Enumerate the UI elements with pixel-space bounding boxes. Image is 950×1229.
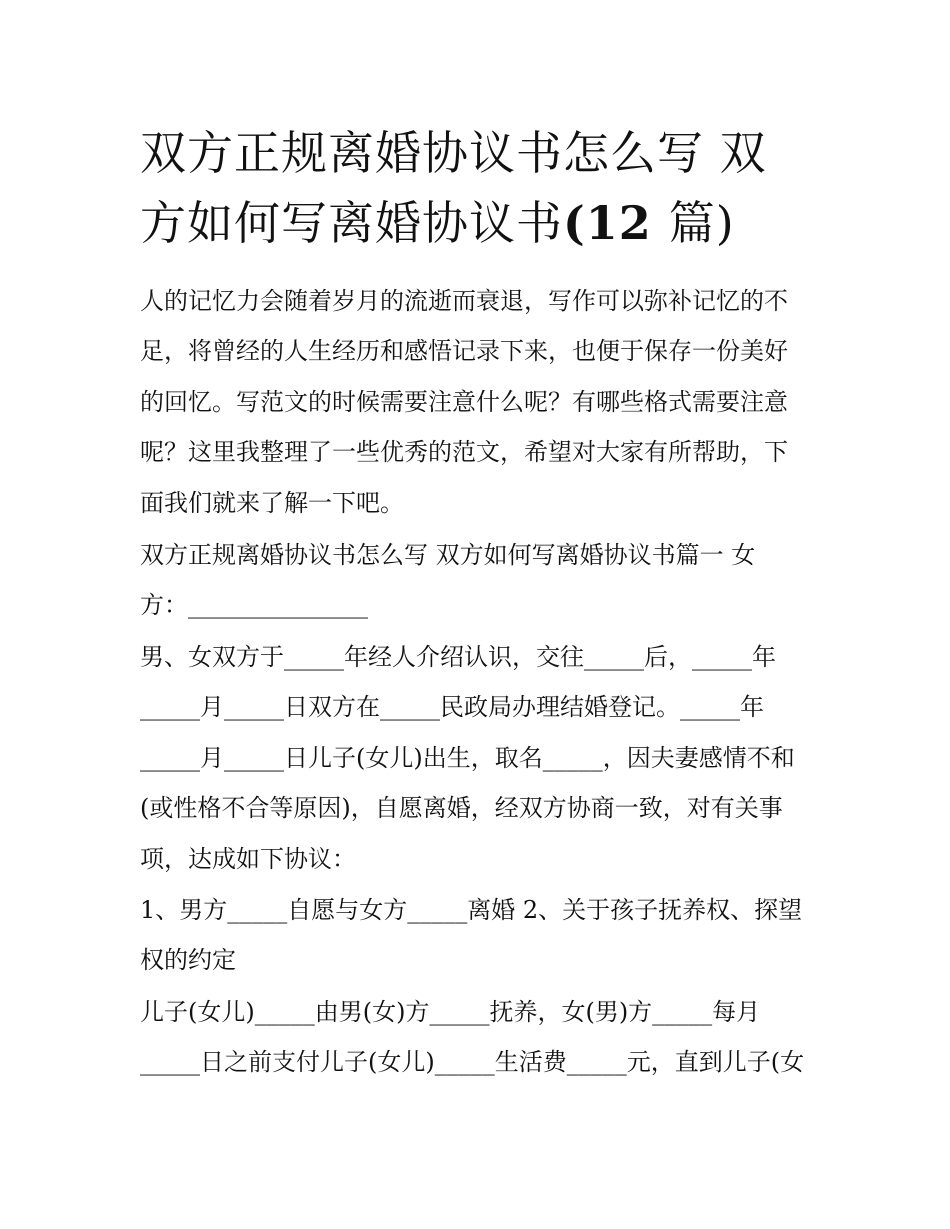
body-line: 权的约定	[140, 946, 236, 974]
body-line: 呢？这里我整理了一些优秀的范文，希望对大家有所帮助，下	[140, 438, 788, 466]
body-line: (或性格不合等原因)，自愿离婚，经双方协商一致，对有关事	[140, 794, 783, 822]
document-title	[140, 118, 820, 258]
title-line-2	[140, 188, 820, 258]
body-line: 1、男方_____自愿与女方_____离婚 2、关于孩子抚养权、探望	[140, 896, 803, 924]
body-line: 项，达成如下协议：	[140, 845, 356, 873]
body-line: _____日之前支付儿子(女儿)_____生活费_____元，直到儿子(女	[140, 1048, 805, 1076]
body-line: 的回忆。写范文的时候需要注意什么呢？有哪些格式需要注意	[140, 388, 788, 416]
body-line: 足，将曾经的人生经历和感悟记录下来，也便于保存一份美好	[140, 337, 788, 365]
title-line-2-suffix: 篇)	[668, 196, 735, 250]
section-heading: 双方正规离婚协议书怎么写 双方如何写离婚协议书篇一 女	[140, 541, 756, 569]
body-line: 男、女双方于_____年经人介绍认识，交往_____后，_____年	[140, 643, 776, 671]
body-line: 面我们就来了解一下吧。	[140, 489, 404, 517]
body-line: 方：_______________	[140, 591, 368, 619]
title-count: (12	[563, 196, 669, 250]
body-line: _____月_____日双方在_____民政局办理结婚登记。_____年	[140, 693, 764, 721]
body-line: _____月_____日儿子(女儿)出生，取名_____，因夫妻感情不和	[140, 744, 795, 772]
title-line-2-text: 方如何写离婚协议书	[140, 196, 563, 250]
body-line: 人的记忆力会随着岁月的流逝而衰退，写作可以弥补记忆的不	[140, 287, 788, 315]
body-line: 儿子(女儿)_____由男(女)方_____抚养，女(男)方_____每月	[140, 998, 761, 1026]
title-line-1: 双方正规离婚协议书怎么写 双	[140, 126, 767, 180]
